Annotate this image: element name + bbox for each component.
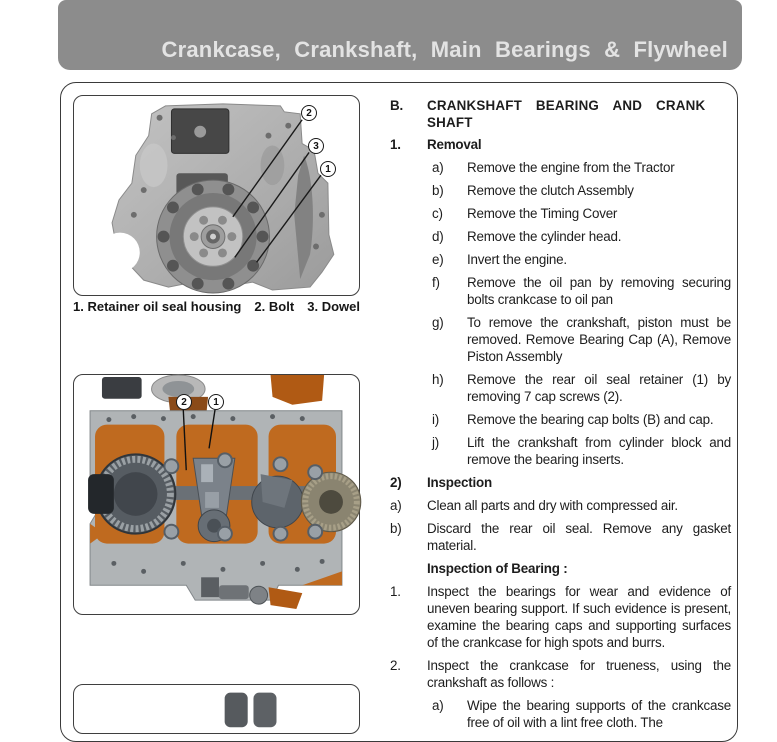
- item-text: Remove the clutch Assembly: [467, 183, 634, 198]
- item-text: Remove the oil pan by removing securing bolts crankcase to oil pan: [467, 275, 731, 307]
- page-banner: [58, 0, 742, 70]
- list-item: [390, 583, 731, 651]
- item-text: Inspect the bearings for wear and evidence of uneven bearing support. If such evidence is present, examine the bearing caps and supporting surfaces of the crankcase for high spots and burrs.: [427, 584, 731, 650]
- list-item: [390, 182, 731, 199]
- item-text: Remove the bearing cap bolts (B) and cap.: [467, 412, 714, 427]
- engine-rear-view-photo: [74, 96, 359, 295]
- item-label: 1.: [390, 584, 401, 599]
- item-label: b): [390, 521, 402, 536]
- item-text: CRANKSHAFT BEARING AND CRANK SHAFT: [427, 98, 706, 130]
- item-label: d): [432, 229, 444, 244]
- item-label: e): [432, 252, 444, 267]
- item-text: Remove the cylinder head.: [467, 229, 622, 244]
- orange-top-right: [271, 375, 325, 405]
- callout-badge: 2: [301, 105, 317, 121]
- right-ring-gear: [301, 472, 361, 532]
- item-text: Inspection: [427, 475, 492, 490]
- flywheel-retainer: [157, 180, 270, 293]
- list-item: [390, 520, 731, 554]
- list-item: [390, 159, 731, 176]
- item-text: Invert the engine.: [467, 252, 567, 267]
- callout-badge: 2: [176, 394, 192, 410]
- item-label: 2): [390, 475, 402, 490]
- item-text: Lift the crankshaft from cylinder block and remove the bearing inserts.: [467, 435, 731, 467]
- bearing-caps-photo: [74, 685, 359, 733]
- list-item: [390, 434, 731, 468]
- item-label: h): [432, 372, 444, 387]
- heading2: [390, 136, 731, 153]
- item-label: i): [432, 412, 440, 427]
- list-item: [390, 251, 731, 268]
- heading2: [390, 474, 731, 491]
- list-item: [390, 497, 731, 514]
- item-label: c): [432, 206, 443, 221]
- item-text: Inspection of Bearing :: [427, 561, 568, 576]
- page-title: Crankcase, Crankshaft, Main Bearings & Flywheel: [161, 37, 728, 62]
- item-text: Remove the rear oil seal retainer (1) by removing 7 cap screws (2).: [467, 372, 731, 404]
- item-label: b): [432, 183, 444, 198]
- item-label: 1.: [390, 137, 401, 152]
- callout-badge: 1: [208, 394, 224, 410]
- list-item: [390, 205, 731, 222]
- crankcase-hole: [100, 233, 140, 273]
- item-text: Inspect the crankcase for trueness, using the crankshaft as follows :: [427, 658, 731, 690]
- list-item: [390, 228, 731, 245]
- item-label: f): [432, 275, 440, 290]
- item-label: g): [432, 315, 444, 330]
- callout-badge: 3: [308, 138, 324, 154]
- item-label: j): [432, 435, 440, 450]
- item-label: a): [432, 160, 444, 175]
- item-text: Removal: [427, 137, 482, 152]
- list-item: [390, 274, 731, 308]
- caption-item: 3. Dowel: [307, 299, 360, 314]
- caption-item: 2. Bolt: [254, 299, 295, 314]
- item-text: Remove the engine from the Tractor: [467, 160, 675, 175]
- content-blocks: [390, 97, 731, 737]
- subheading: [390, 560, 731, 577]
- callout-badge: 1: [320, 161, 336, 177]
- list-item: [390, 371, 731, 405]
- item-text: To remove the crankshaft, piston must be removed. Remove Bearing Cap (A), Remove Piston Assembly: [467, 315, 731, 364]
- item-text: Remove the Timing Cover: [467, 206, 618, 221]
- item-label: a): [390, 498, 402, 513]
- caption-item: 1. Retainer oil seal housing: [73, 299, 242, 314]
- item-label: B.: [390, 98, 403, 113]
- list-item: [390, 411, 731, 428]
- figure-crankshaft-block: [73, 374, 360, 615]
- list-item: [390, 314, 731, 365]
- item-label: 2.: [390, 658, 401, 673]
- item-text: Wipe the bearing supports of the crankcase free of oil with a lint free cloth. The: [467, 698, 731, 730]
- heading1: [390, 97, 731, 131]
- item-text: Clean all parts and dry with compressed air.: [427, 498, 678, 513]
- figure-bearing-caps-partial: [73, 684, 360, 734]
- engine-bottom-view-photo: [74, 375, 359, 614]
- list-item: [390, 697, 731, 731]
- list-item: [390, 657, 731, 691]
- figure1-caption: [73, 299, 360, 314]
- item-label: a): [432, 698, 444, 713]
- item-text: Discard the rear oil seal. Remove any gasket material.: [427, 521, 731, 553]
- figure-crankcase-rear: [73, 95, 360, 296]
